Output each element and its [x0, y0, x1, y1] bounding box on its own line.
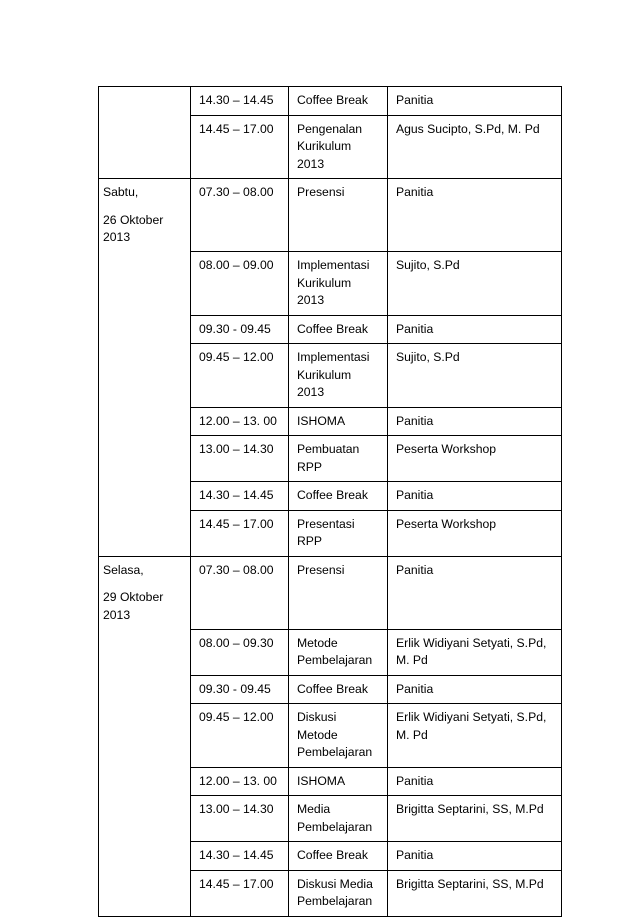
time-cell: 13.00 – 14.30	[191, 436, 289, 482]
schedule-row	[99, 510, 562, 556]
time-cell: 09.45 – 12.00	[191, 344, 289, 408]
activity-cell: Coffee Break	[289, 842, 388, 871]
schedule-body	[99, 87, 562, 917]
day-cell	[99, 796, 191, 842]
activity-cell: Metode Pembelajaran	[289, 629, 388, 675]
time-cell: 09.45 – 12.00	[191, 704, 289, 768]
person-cell: Panitia	[388, 407, 562, 436]
activity-cell: Coffee Break	[289, 87, 388, 116]
activity-cell: Implementasi Kurikulum 2013	[289, 252, 388, 316]
person-cell: Erlik Widiyani Setyati, S.Pd, M. Pd	[388, 704, 562, 768]
time-cell: 08.00 – 09.30	[191, 629, 289, 675]
schedule-row	[99, 842, 562, 871]
day-cell	[99, 704, 191, 768]
day-cell	[99, 436, 191, 482]
person-cell: Panitia	[388, 556, 562, 629]
day-date: 29 Oktober 2013	[103, 590, 164, 622]
person-cell: Panitia	[388, 767, 562, 796]
schedule-row	[99, 870, 562, 916]
person-cell: Panitia	[388, 842, 562, 871]
schedule-row	[99, 407, 562, 436]
time-cell: 13.00 – 14.30	[191, 796, 289, 842]
day-cell	[99, 556, 191, 629]
schedule-row	[99, 115, 562, 179]
day-cell	[99, 344, 191, 408]
person-cell: Peserta Workshop	[388, 510, 562, 556]
time-cell: 09.30 - 09.45	[191, 315, 289, 344]
schedule-row	[99, 629, 562, 675]
activity-cell: Media Pembelajaran	[289, 796, 388, 842]
time-cell: 14.30 – 14.45	[191, 482, 289, 511]
time-cell: 07.30 – 08.00	[191, 556, 289, 629]
day-cell	[99, 510, 191, 556]
schedule-table	[98, 86, 562, 917]
activity-cell: Presensi	[289, 179, 388, 252]
schedule-row	[99, 796, 562, 842]
person-cell: Agus Sucipto, S.Pd, M. Pd	[388, 115, 562, 179]
day-cell	[99, 87, 191, 116]
day-cell	[99, 115, 191, 179]
activity-cell: Coffee Break	[289, 315, 388, 344]
time-cell: 09.30 - 09.45	[191, 675, 289, 704]
day-name: Selasa,	[103, 562, 144, 577]
activity-cell: Pembuatan RPP	[289, 436, 388, 482]
person-cell: Erlik Widiyani Setyati, S.Pd, M. Pd	[388, 629, 562, 675]
time-cell: 14.30 – 14.45	[191, 842, 289, 871]
time-cell: 14.30 – 14.45	[191, 87, 289, 116]
activity-cell: ISHOMA	[289, 767, 388, 796]
day-date: 26 Oktober 2013	[103, 212, 164, 244]
time-cell: 07.30 – 08.00	[191, 179, 289, 252]
schedule-row	[99, 252, 562, 316]
schedule-row	[99, 87, 562, 116]
day-cell	[99, 407, 191, 436]
day-cell	[99, 252, 191, 316]
schedule-row	[99, 556, 562, 629]
activity-cell: Coffee Break	[289, 482, 388, 511]
schedule-row	[99, 482, 562, 511]
person-cell: Panitia	[388, 87, 562, 116]
activity-cell: Presensi	[289, 556, 388, 629]
activity-cell: Implementasi Kurikulum 2013	[289, 344, 388, 408]
person-cell: Panitia	[388, 315, 562, 344]
time-cell: 12.00 – 13. 00	[191, 407, 289, 436]
schedule-row	[99, 344, 562, 408]
time-cell: 12.00 – 13. 00	[191, 767, 289, 796]
day-cell	[99, 629, 191, 675]
person-cell: Sujito, S.Pd	[388, 252, 562, 316]
time-cell: 08.00 – 09.00	[191, 252, 289, 316]
schedule-row	[99, 315, 562, 344]
time-cell: 14.45 – 17.00	[191, 115, 289, 179]
schedule-row	[99, 767, 562, 796]
activity-cell: Pengenalan Kurikulum 2013	[289, 115, 388, 179]
schedule-row	[99, 179, 562, 252]
person-cell: Sujito, S.Pd	[388, 344, 562, 408]
day-name: Sabtu,	[103, 185, 139, 199]
day-cell	[99, 179, 191, 252]
time-cell: 14.45 – 17.00	[191, 510, 289, 556]
day-cell	[99, 482, 191, 511]
person-cell: Brigitta Septarini, SS, M.Pd	[388, 796, 562, 842]
activity-cell: Coffee Break	[289, 675, 388, 704]
activity-cell: Diskusi Media Pembelajaran	[289, 870, 388, 916]
activity-cell: ISHOMA	[289, 407, 388, 436]
day-cell	[99, 870, 191, 916]
person-cell: Panitia	[388, 179, 562, 252]
schedule-row	[99, 704, 562, 768]
day-cell	[99, 315, 191, 344]
schedule-row	[99, 436, 562, 482]
schedule-row	[99, 675, 562, 704]
person-cell: Panitia	[388, 675, 562, 704]
activity-cell: Presentasi RPP	[289, 510, 388, 556]
person-cell: Panitia	[388, 482, 562, 511]
time-cell: 14.45 – 17.00	[191, 870, 289, 916]
person-cell: Peserta Workshop	[388, 436, 562, 482]
day-cell	[99, 767, 191, 796]
person-cell: Brigitta Septarini, SS, M.Pd	[388, 870, 562, 916]
day-cell	[99, 675, 191, 704]
activity-cell: Diskusi Metode Pembelajaran	[289, 704, 388, 768]
day-cell	[99, 842, 191, 871]
